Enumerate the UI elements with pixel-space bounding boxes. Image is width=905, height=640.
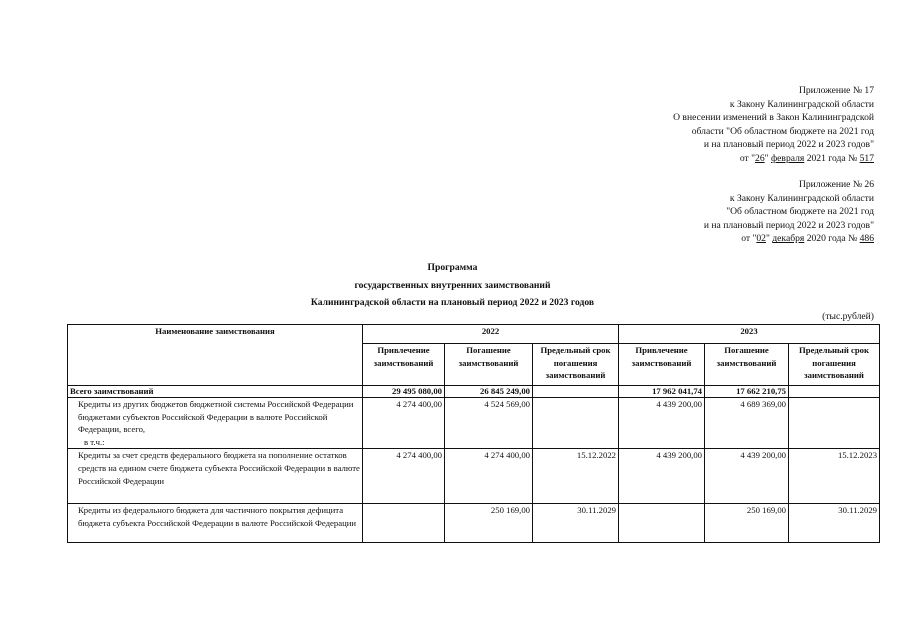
cell-value: 4 439 200,00 — [705, 449, 789, 504]
year-header-2023: 2023 — [619, 325, 880, 344]
annex-26-line: "Об областном бюджете на 2021 год — [726, 206, 874, 218]
date-year: 2020 года № — [804, 233, 860, 245]
date-prefix: от " — [741, 233, 757, 245]
date-mid: " — [765, 233, 773, 245]
date-day: 26 — [755, 152, 765, 164]
date-month: февраля — [770, 152, 805, 164]
col-header-raising: Привлечение заимствований — [619, 344, 705, 386]
annex-26-line: Приложение № 26 — [798, 179, 874, 190]
cell-value: 26 845 249,00 — [445, 386, 533, 398]
row-name-suffix: в т.ч.: — [84, 436, 105, 447]
row-name-text: Кредиты из других бюджетов бюджетной системы Российской Федерации бюджетами субъектов Российской Федерации в валюте Российской Федерации, всего, — [78, 399, 354, 435]
law-number: 486 — [859, 233, 874, 245]
annex-17-line: и на плановый период 2022 и 2023 годов" — [703, 139, 874, 151]
cell-value — [533, 386, 619, 398]
col-header-deadline: Предельный срок погашения заимствований — [789, 344, 880, 386]
row-name — [68, 398, 363, 449]
cell-value: 250 169,00 — [705, 504, 789, 543]
cell-value: 15.12.2023 — [789, 449, 880, 504]
title-line: Калининградской области на плановый период 2022 и 2023 годов — [310, 297, 595, 308]
total-row — [68, 386, 880, 398]
cell-value: 4 274 400,00 — [363, 398, 445, 449]
cell-value — [619, 504, 705, 543]
year-header-row — [68, 325, 880, 344]
col-header-deadline: Предельный срок погашения заимствований — [533, 344, 619, 386]
cell-value: 29 495 080,00 — [363, 386, 445, 398]
col-header-raising: Привлечение заимствований — [363, 344, 445, 386]
row-name: Кредиты из федерального бюджета для частичного покрытия дефицита бюджета субъекта Российской Федерации в валюте Российской Федерации — [68, 504, 363, 543]
annex-26-line: и на плановый период 2022 и 2023 годов" — [703, 219, 874, 231]
cell-value: 4 689 369,00 — [705, 398, 789, 449]
cell-value — [789, 398, 880, 449]
cell-value: 30.11.2029 — [789, 504, 880, 543]
units-label: (тыс.рублей) — [822, 311, 874, 322]
date-year: 2021 года № — [804, 152, 860, 164]
cell-value: 4 439 200,00 — [619, 398, 705, 449]
annex-26-header — [704, 178, 874, 246]
table-row — [68, 449, 880, 504]
annex-17-line: к Закону Калининградской области — [729, 98, 874, 110]
annex-17-line: О внесении изменений в Закон Калининградской — [673, 112, 874, 124]
annex-26-date — [704, 232, 874, 246]
table-row — [68, 398, 880, 449]
row-name: Всего заимствований — [68, 386, 363, 398]
name-column-header: Наименование заимствования — [68, 325, 363, 386]
title-line: государственных внутренних заимствований — [354, 279, 551, 291]
cell-value: 4 439 200,00 — [619, 449, 705, 504]
annex-17-line: области "Об областном бюджете на 2021 год — [691, 125, 874, 137]
cell-value: 17 962 041,74 — [619, 386, 705, 398]
annex-17-date — [673, 152, 874, 166]
cell-value: 30.11.2029 — [533, 504, 619, 543]
cell-value: 4 274 400,00 — [363, 449, 445, 504]
cell-value: 4 274 400,00 — [445, 449, 533, 504]
annex-17-header — [673, 84, 874, 166]
cell-value: 15.12.2022 — [533, 449, 619, 504]
table-row — [68, 504, 880, 543]
annex-26-line: к Закону Калининградской области — [729, 192, 874, 204]
law-number: 517 — [859, 152, 874, 164]
cell-value — [533, 398, 619, 449]
col-header-repayment: Погашение заимствований — [705, 344, 789, 386]
title-line: Программа — [427, 262, 478, 273]
annex-17-line: Приложение № 17 — [798, 85, 874, 96]
date-prefix: от " — [739, 152, 756, 164]
cell-value — [363, 504, 445, 543]
cell-value: 17 662 210,75 — [705, 386, 789, 398]
date-day: 02 — [756, 233, 766, 245]
col-header-repayment: Погашение заимствований — [445, 344, 533, 386]
borrowing-program-table — [67, 324, 880, 543]
cell-value: 250 169,00 — [445, 504, 533, 543]
cell-value — [789, 386, 880, 398]
date-mid: " — [764, 152, 771, 164]
row-name: Кредиты за счет средств федерального бюджета на пополнение остатков средств на едином счете бюджета субъекта Российской Федерации в валюте Российской Федерации — [68, 449, 363, 504]
year-header-2022: 2022 — [363, 325, 619, 344]
cell-value: 4 524 569,00 — [445, 398, 533, 449]
document-title — [0, 259, 905, 312]
date-month: декабря — [772, 233, 805, 245]
